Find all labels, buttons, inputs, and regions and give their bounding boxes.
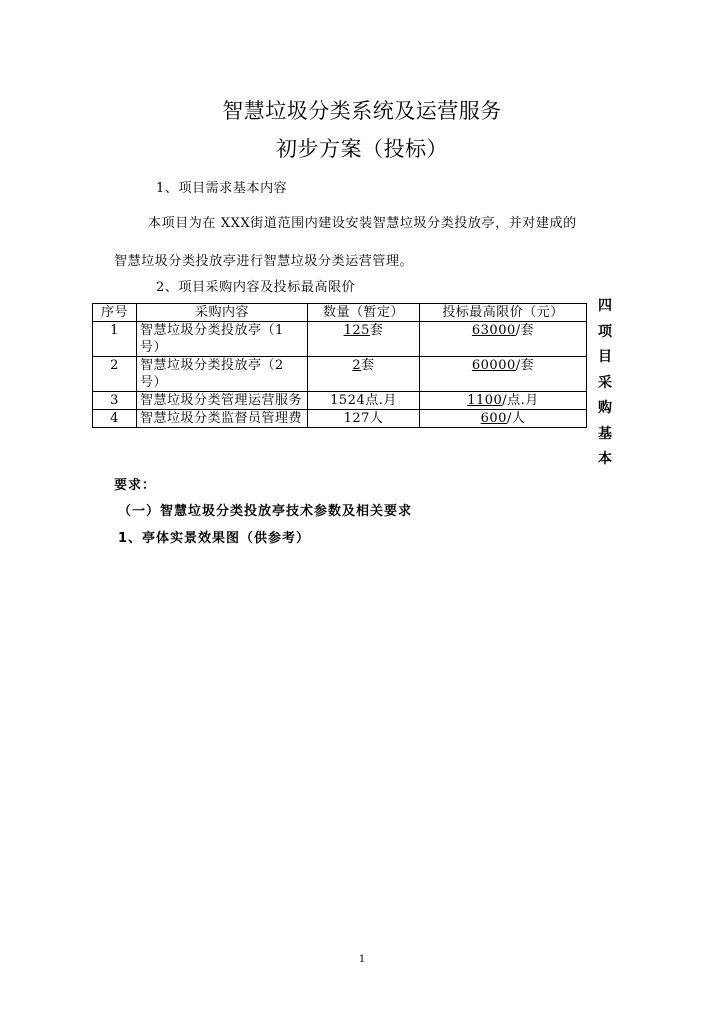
price-unit: /人	[506, 411, 526, 426]
price-value: 600	[480, 411, 507, 426]
procurement-table	[92, 303, 587, 428]
price-value: 63000	[471, 323, 516, 338]
row-quantity	[308, 357, 420, 392]
table-row	[93, 322, 587, 357]
side-heading-vertical	[596, 294, 614, 473]
price-unit: /套	[515, 358, 535, 373]
row-quantity	[308, 410, 420, 428]
quantity-unit: 套	[369, 323, 384, 338]
price-unit: /套	[515, 323, 535, 338]
header-index: 序号	[93, 304, 137, 322]
row-index: 3	[93, 392, 137, 410]
quantity-unit: 人	[369, 411, 384, 426]
price-value: 1100	[467, 393, 503, 408]
table-header-row	[93, 304, 587, 322]
side-heading-char: 本	[598, 451, 612, 467]
side-heading-char: 基	[598, 425, 612, 442]
price-unit: /点.月	[502, 393, 539, 408]
row-price	[420, 357, 587, 392]
requirements-label: 要求：	[114, 478, 157, 493]
document-subtitle: 初步方案（投标）	[276, 137, 448, 161]
header-content: 采购内容	[137, 304, 308, 322]
row-content: 智慧垃圾分类投放亭（2号）	[137, 357, 308, 392]
row-price	[420, 392, 587, 410]
subsection-heading: （一）智慧垃圾分类投放亭技术参数及相关要求	[118, 504, 413, 519]
section2-heading: 2、项目采购内容及投标最高限价	[156, 280, 356, 295]
price-value: 60000	[471, 358, 516, 373]
quantity-value: 2	[352, 358, 362, 373]
quantity-value: 127	[343, 411, 370, 426]
quantity-value: 1524	[330, 393, 366, 408]
document-title: 智慧垃圾分类系统及运营服务	[222, 99, 502, 123]
row-index: 4	[93, 410, 137, 428]
header-quantity: 数量（暂定）	[308, 304, 420, 322]
page-number: 1	[358, 954, 366, 965]
quantity-unit: 套	[361, 358, 375, 373]
subsubsection-heading: 1、亭体实景效果图（供参考）	[118, 531, 311, 546]
table-row	[93, 410, 587, 428]
header-max-price: 投标最高限价（元）	[420, 304, 587, 322]
table-row	[93, 357, 587, 392]
row-price	[420, 322, 587, 357]
table-row	[93, 392, 587, 410]
row-content: 智慧垃圾分类管理运营服务	[137, 392, 308, 410]
section1-paragraph-line2: 智慧垃圾分类投放亭进行智慧垃圾分类运营管理。	[114, 254, 414, 269]
row-quantity	[308, 322, 420, 357]
row-content: 智慧垃圾分类监督员管理费	[137, 410, 308, 428]
side-heading-char: 目	[598, 349, 612, 365]
row-price	[420, 410, 587, 428]
side-heading-char: 采	[598, 374, 612, 391]
quantity-unit: 点.月	[365, 393, 397, 408]
side-heading-char: 项	[598, 323, 612, 340]
section1-paragraph-line1: 本项目为在 XXX街道范围内建设安装智慧垃圾分类投放亭，并对建成的	[148, 216, 577, 231]
section1-heading: 1、项目需求基本内容	[156, 181, 288, 196]
row-content: 智慧垃圾分类投放亭（1号）	[137, 322, 308, 357]
side-heading-char: 四	[598, 298, 612, 314]
side-heading-char: 购	[598, 400, 612, 416]
row-quantity	[308, 392, 420, 410]
row-index: 2	[93, 357, 137, 392]
row-index: 1	[93, 322, 137, 357]
quantity-value: 125	[343, 323, 370, 338]
